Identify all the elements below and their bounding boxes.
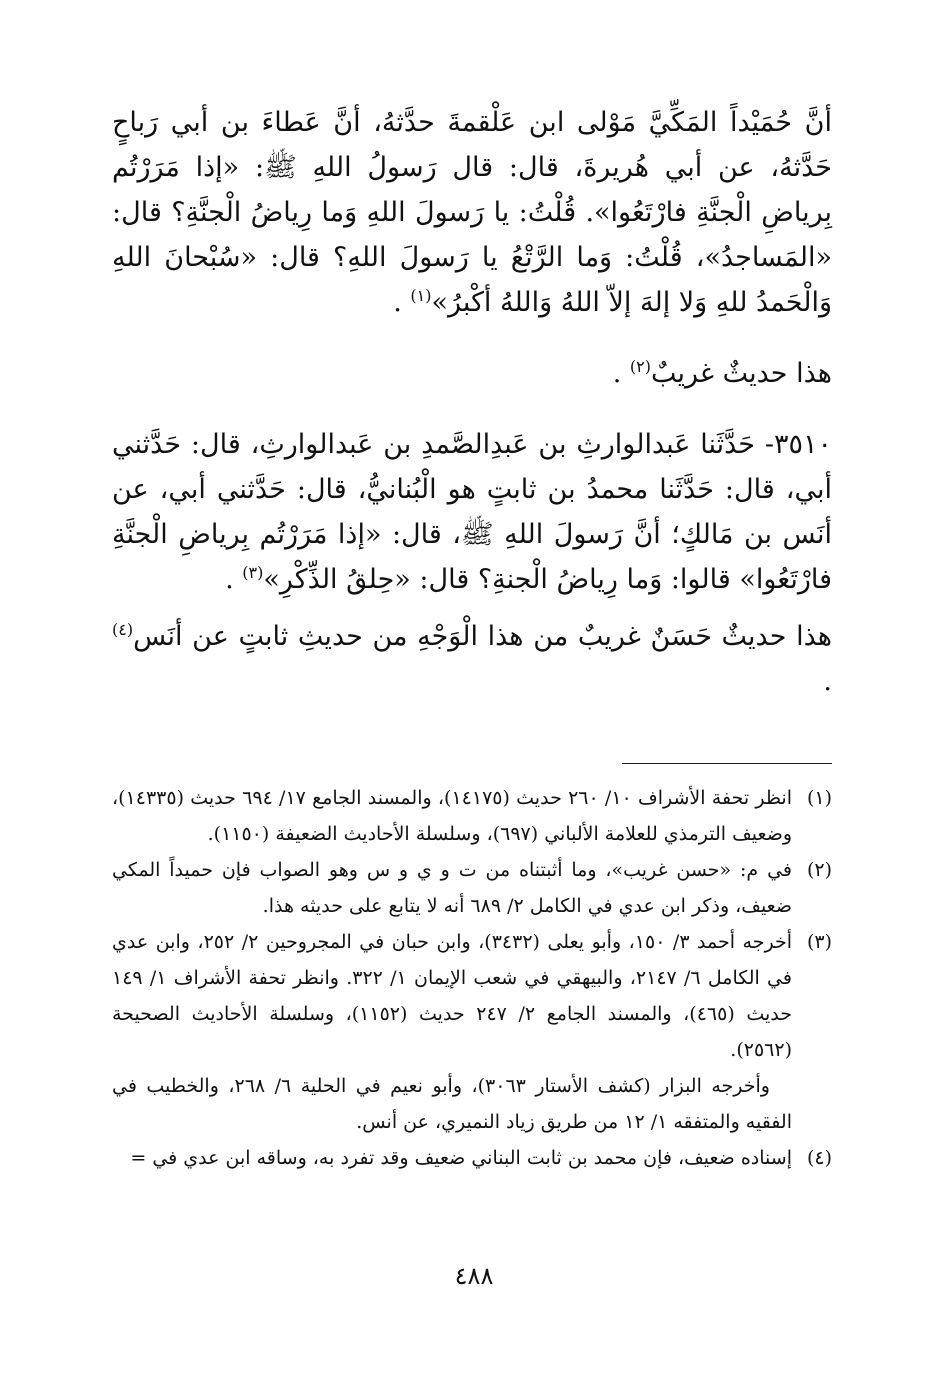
grading-1-end: . (612, 358, 630, 389)
grading-paragraph-1 (112, 351, 832, 396)
footnote-ref-2[interactable]: (٢) (629, 357, 651, 376)
footnote-text: أخرجه أحمد ٣/ ١٥٠، وأبو يعلى (٣٤٣٢)، وابن حبان في المجروحين ٢/ ٢٥٢، وابن عدي في الكامل ٦/ ٢١٤٧، والبيهقي في شعب الإيمان ١/ ٣٢٢. وانظر تحفة الأشراف ١/ ١٤٩ حديث (٤٦٥)، والمسند الجامع ٢/ ٢٤٧ حديث (١١٥٢)، وسلسلة الأحاديث الصحيحة (٢٥٦٢). (112, 931, 792, 1061)
hadith-paragraph-1 (112, 100, 832, 325)
hadith-1-end: . (393, 287, 411, 318)
footnote-3 (112, 924, 832, 1140)
hadith-3510-end: . (225, 564, 243, 595)
footnote-ref-3[interactable]: (٣) (242, 563, 264, 582)
footnote-text: انظر تحفة الأشراف ١٠/ ٢٦٠ حديث (١٤١٧٥)، والمسند الجامع ١٧/ ٦٩٤ حديث (١٤٣٣٥)، وضعيف الترمذي للعلامة الألباني (٦٩٧)، وسلسلة الأحاديث الضعيفة (١١٥٠). (112, 787, 792, 845)
hadith-1-text: أنَّ حُمَيْداً المَكِّيَّ مَوْلى ابن عَلْقمةَ حدَّثهُ، أنَّ عَطاءَ بن أبي رَباحٍ حَدَّثهُ، عن أبي هُريرةَ، قال: قال رَسولُ اللهِ ﷺ: «إذا مَرَرْتُم بِرياضِ الْجنَّةِ فارْتَعُوا». قُلْتُ: يا رَسولَ اللهِ وَما رِياضُ الْجنَّةِ؟ قال: «المَساجدُ»، قُلْتُ: وَما الرَّتْعُ يا رَسولَ اللهِ؟ قال: «سُبْحانَ اللهِ وَالْحَمدُ للهِ وَلا إلهَ إلاّ اللهُ وَاللهُ أكْبرُ» (112, 107, 832, 318)
footnote-4 (112, 1140, 832, 1176)
grading-2-end: . (823, 666, 832, 697)
page-number: ٤٨٨ (454, 1262, 494, 1290)
footnote-number: (٢) (806, 859, 832, 881)
footnote-2 (112, 852, 832, 924)
grading-paragraph-2 (112, 614, 832, 704)
footnote-number: (١) (806, 787, 832, 809)
footnote-separator (622, 763, 832, 764)
footnotes (112, 780, 832, 1176)
main-text (112, 100, 832, 704)
footnote-body (112, 780, 792, 852)
hadith-3510-text: ٣٥١٠- حَدَّثَنا عَبدالوارثِ بن عَبدِالصَّمدِ بن عَبدالوارثِ، قال: حَدَّثني أبي، قال: حَدَّثَنا محمدُ بن ثابتٍ هو الْبُنانيُّ، قال: حَدَّثني أبي، عن أنَس بن مَالكٍ؛ أنَّ رَسولَ اللهِ ﷺ، قال: «إذا مَرَرْتُم بِرياضِ الْجنَّةِ فارْتَعُوا» قالوا: وَما رِياضُ الْجنةِ؟ قال: «حِلقُ الذِّكْرِ» (112, 429, 832, 595)
footnote-body (112, 924, 792, 1140)
footnote-ref-4[interactable]: (٤) (112, 620, 134, 639)
footnote-body (112, 852, 792, 924)
footnote-number: (٤) (806, 1147, 832, 1169)
grading-2-text: هذا حديثٌ حَسَنٌ غريبٌ من هذا الْوَجْهِ من حديثِ ثابتٍ عن أنَس (133, 621, 832, 652)
footnote-1 (112, 780, 832, 852)
grading-1-text: هذا حديثٌ غريبٌ (650, 358, 832, 389)
footnote-text: إسناده ضعيف، فإن محمد بن ثابت البناني ضعيف وقد تفرد به، وساقه ابن عدي في = (130, 1147, 792, 1169)
footnote-number: (٣) (806, 931, 832, 953)
footnote-text: وأخرجه البزار (كشف الأستار ٣٠٦٣)، وأبو نعيم في الحلية ٦/ ٢٦٨، والخطيب في الفقيه والمتفقه ١/ ١٢ من طريق زياد النميري، عن أنس. (112, 1075, 792, 1133)
footnote-text: في م: «حسن غريب»، وما أثبتناه من ت و ي و س وهو الصواب فإن حميداً المكي ضعيف، وذكر ابن عدي في الكامل ٢/ ٦٨٩ أنه لا يتابع على حديثه هذا. (112, 859, 792, 917)
footnote-body (112, 1140, 792, 1176)
hadith-paragraph-3510 (112, 422, 832, 602)
footnote-ref-1[interactable]: (١) (410, 286, 432, 305)
